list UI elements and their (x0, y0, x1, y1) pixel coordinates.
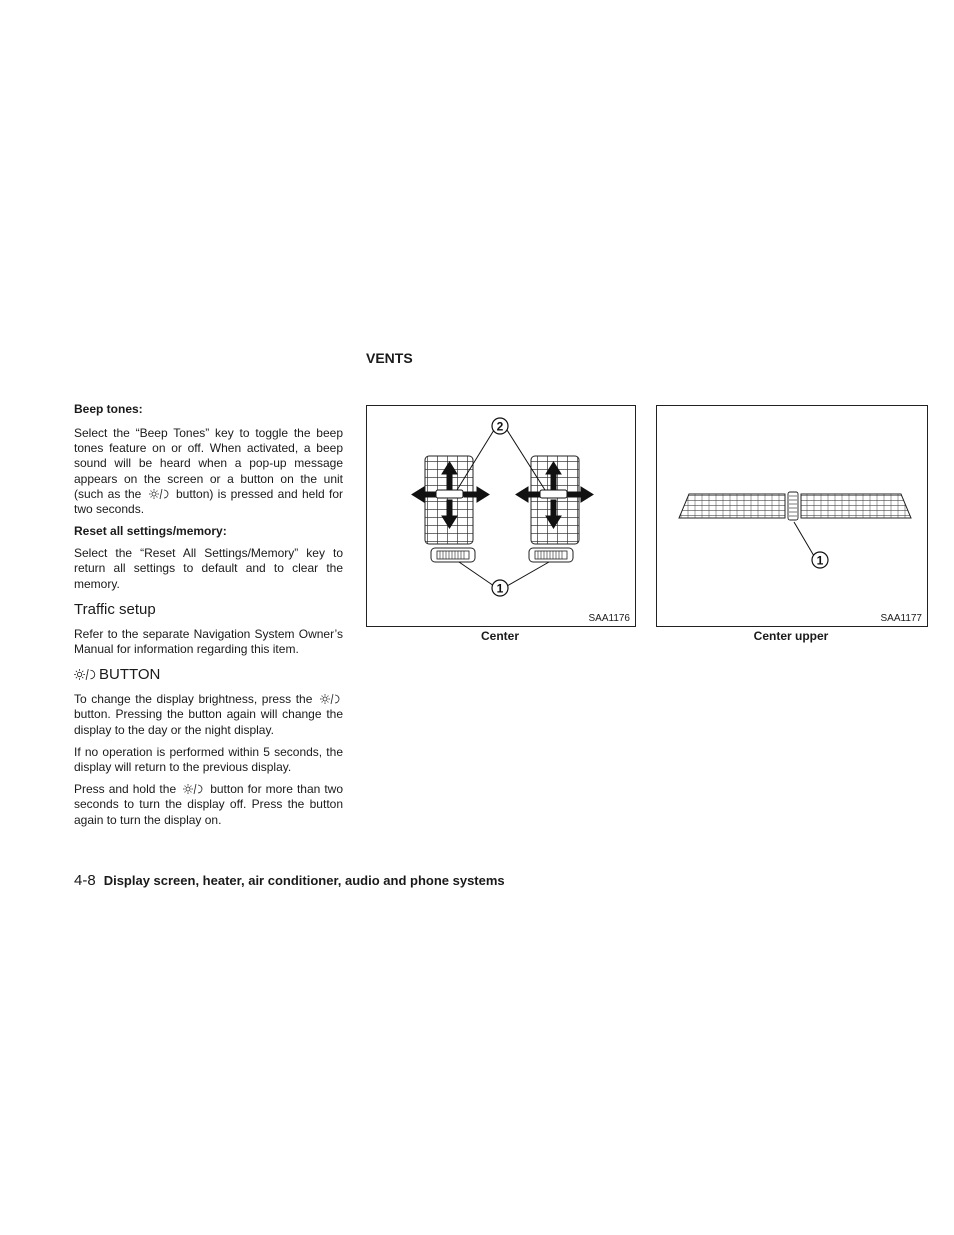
section-title: Display screen, heater, air conditioner, audio and phone systems (103, 873, 505, 888)
reset-heading: Reset all settings/memory: (74, 524, 227, 539)
day-night-icon (183, 783, 203, 795)
page-number: 4-8 (74, 872, 96, 889)
page-footer (74, 872, 505, 889)
center-vents-illustration (367, 406, 635, 626)
center-upper-vent-illustration (657, 406, 927, 626)
button-text-3: Press and hold the button for more than two seconds to turn the display off. Press the button again to turn the display on. (74, 782, 343, 827)
right-center-vent (516, 456, 593, 562)
day-night-icon (74, 668, 96, 681)
left-center-vent (412, 456, 489, 562)
traffic-setup-text: Refer to the separate Navigation System Owner’s Manual for information regarding this item. (74, 626, 343, 657)
beep-tones-text: Select the “Beep Tones” key to toggle the beep tones feature on or off. When activated, a beep sound will be heard when a pop-up message appears on the screen or a button on the unit (such as the button) is pressed and held for two seconds. (74, 426, 344, 517)
button-text-2: If no operation is performed within 5 seconds, the display will return to the previous display. (74, 744, 343, 775)
left-column (74, 402, 343, 835)
callout-1 (812, 552, 828, 568)
svg-text:1: 1 (816, 553, 824, 568)
button-heading: BUTTON (74, 666, 343, 683)
upper-vent-left-grille (679, 494, 785, 518)
svg-text:2: 2 (496, 419, 504, 434)
day-night-icon (320, 693, 340, 705)
figure-code: SAA1176 (588, 613, 630, 624)
svg-text:1: 1 (496, 581, 504, 596)
upper-vent-dial (788, 492, 798, 520)
vents-title: VENTS (366, 350, 413, 366)
beep-tones-heading: Beep tones: (74, 402, 143, 416)
day-night-icon (149, 488, 169, 500)
callout-1 (492, 580, 508, 596)
center-vents-figure (366, 405, 636, 627)
upper-vent-right-grille (801, 494, 911, 518)
callout-2 (492, 418, 508, 434)
center-upper-caption: Center upper (753, 629, 829, 643)
center-caption: Center (480, 629, 519, 643)
traffic-setup-heading: Traffic setup (74, 600, 156, 618)
button-text-1: To change the display brightness, press the button. Pressing the button again will change the display to the day or the night display. (74, 692, 343, 737)
reset-text: Select the “Reset All Settings/Memory” key to return all settings to default and to clear the memory. (74, 546, 343, 591)
center-upper-vent-figure (656, 405, 928, 627)
figure-code: SAA1177 (880, 613, 922, 624)
